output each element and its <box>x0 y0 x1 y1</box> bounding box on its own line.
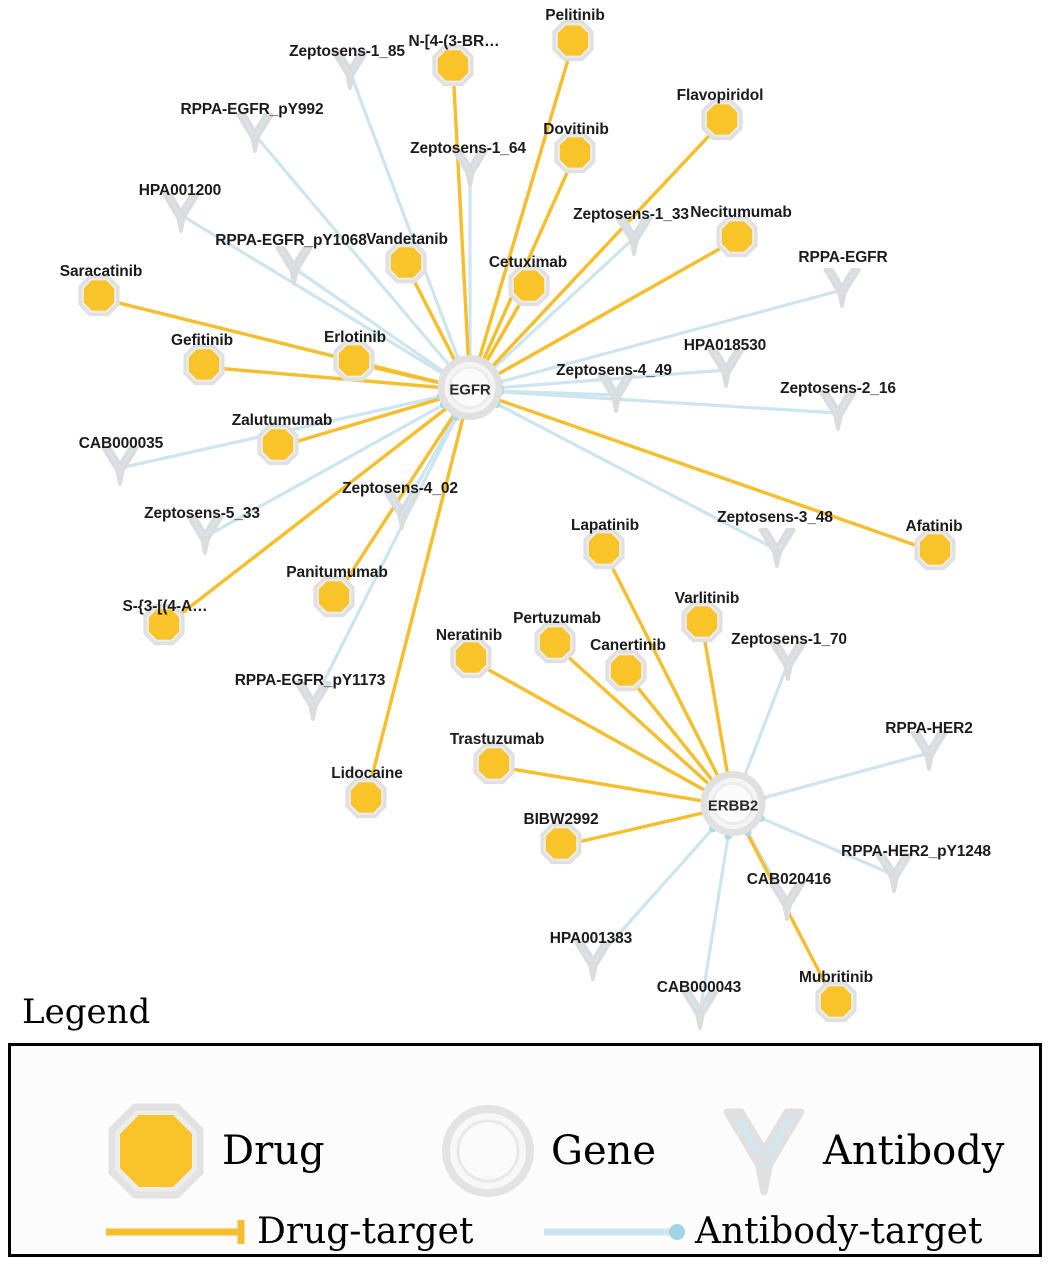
node-label: HPA018530 <box>683 337 767 354</box>
drug-node[interactable] <box>716 216 758 263</box>
node-label: Varlitinib <box>674 590 740 607</box>
legend-gene-label: Gene <box>551 1128 657 1174</box>
node-label: Flavopiridol <box>676 87 764 104</box>
node-label: Zeptosens-3_48 <box>717 509 833 526</box>
node-label: S-{3-[(4-A… <box>122 598 208 615</box>
node-label: HPA001200 <box>138 182 222 199</box>
node-label: CAB020416 <box>746 871 832 888</box>
node-label: EGFR <box>449 381 491 399</box>
node-label: Zeptosens-1_85 <box>289 43 405 60</box>
node-label: RPPA-EGFR_pY1068 <box>215 232 367 249</box>
drug-target-edge-icon <box>101 1217 251 1247</box>
drug-node[interactable] <box>183 344 225 391</box>
antibody-node[interactable] <box>822 267 862 314</box>
node-label: Trastuzumab <box>449 731 545 748</box>
node-label: Zeptosens-5_33 <box>144 505 260 522</box>
node-label: Neratinib <box>435 627 503 644</box>
graph-edge <box>453 68 470 390</box>
node-label: Panitumumab <box>286 564 388 581</box>
drug-node[interactable] <box>552 20 594 67</box>
node-label: Gefitinib <box>171 332 233 349</box>
graph-edge <box>313 390 470 703</box>
legend-drug-target-label: Drug-target <box>257 1211 474 1252</box>
graph-edge <box>470 43 573 390</box>
node-label: Mubritinib <box>799 969 873 986</box>
legend-antibody <box>721 1106 1004 1196</box>
legend-antibody-target-label: Antibody-target <box>695 1211 983 1252</box>
node-label: ERBB2 <box>707 797 759 815</box>
node-label: Cetuximab <box>488 254 568 271</box>
drug-node[interactable] <box>432 45 474 92</box>
node-label: Erlotinib <box>324 329 386 346</box>
node-label: Pertuzumab <box>513 610 601 627</box>
node-label: RPPA-EGFR_pY1173 <box>234 672 386 689</box>
node-label: RPPA-EGFR_pY992 <box>180 101 324 118</box>
legend-drug <box>106 1101 325 1201</box>
drug-icon <box>106 1101 206 1201</box>
legend-antibody-target <box>539 1211 982 1252</box>
drug-node[interactable] <box>815 981 857 1028</box>
legend-drug-label: Drug <box>222 1128 325 1174</box>
node-label: N-[4-(3-BR… <box>408 33 500 50</box>
node-label: Zeptosens-4_49 <box>556 362 672 379</box>
legend-drug-target <box>101 1211 473 1252</box>
node-label: CAB000043 <box>656 979 742 996</box>
drug-node[interactable] <box>534 622 576 669</box>
node-label: Zeptosens-1_33 <box>573 206 689 223</box>
drug-node[interactable] <box>345 777 387 824</box>
legend-box <box>8 1043 1042 1257</box>
legend-gene <box>441 1104 656 1198</box>
node-label: RPPA-EGFR <box>798 249 888 266</box>
drug-node[interactable] <box>78 275 120 322</box>
node-label: Necitumumab <box>690 204 792 221</box>
gene-icon <box>441 1104 535 1198</box>
node-label: Zeptosens-1_70 <box>731 631 847 648</box>
node-label: Zeptosens-2_16 <box>780 380 896 397</box>
node-label: Lapatinib <box>571 517 639 534</box>
node-label: Zeptosens-4_02 <box>342 480 458 497</box>
legend <box>0 992 1059 1280</box>
node-label: Lidocaine <box>331 765 403 782</box>
node-label: Vandetanib <box>366 231 448 248</box>
drug-node[interactable] <box>701 99 743 146</box>
node-label: RPPA-HER2 <box>885 720 973 737</box>
antibody-node[interactable] <box>757 527 797 574</box>
node-label: HPA001383 <box>549 930 633 947</box>
node-label: Afatinib <box>905 518 963 535</box>
antibody-icon <box>721 1106 807 1196</box>
antibody-node[interactable] <box>274 245 314 292</box>
drug-node[interactable] <box>540 823 582 870</box>
node-label: Zeptosens-1_64 <box>410 140 526 157</box>
node-label: Pelitinib <box>545 7 605 24</box>
node-label: RPPA-HER2_pY1248 <box>841 843 991 860</box>
drug-node[interactable] <box>257 424 299 471</box>
legend-antibody-label: Antibody <box>823 1128 1005 1174</box>
node-label: CAB000035 <box>78 435 164 452</box>
drug-node[interactable] <box>605 650 647 697</box>
drug-node[interactable] <box>313 576 355 623</box>
node-label: Dovitinib <box>543 121 609 138</box>
node-label: Saracatinib <box>59 263 143 280</box>
legend-title: Legend <box>22 992 151 1032</box>
antibody-target-edge-icon <box>539 1217 689 1247</box>
graph-edge <box>470 390 935 552</box>
node-label: BIBW2992 <box>523 811 599 828</box>
node-label: Zalutumumab <box>231 412 333 429</box>
node-label: Canertinib <box>590 637 666 654</box>
drug-node[interactable] <box>473 743 515 790</box>
